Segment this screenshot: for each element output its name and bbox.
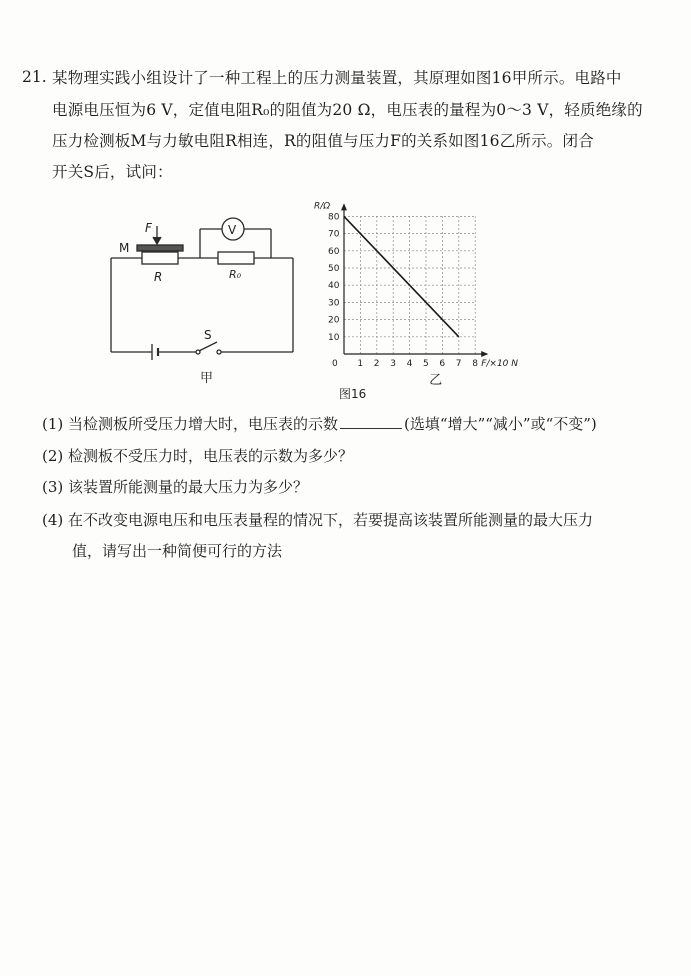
sub-question-2-label: (2)	[42, 447, 64, 465]
chart-caption: 乙	[429, 373, 443, 388]
sub-question-1-text: 当检测板所受压力增大时，电压表的示数	[68, 415, 339, 433]
sub-question-1-options: (选填“增大”“减小”或“不变”)	[404, 415, 597, 433]
sub-question-2	[42, 446, 353, 466]
sub-question-1-label: (1)	[42, 415, 64, 433]
y-tick-label: 60	[328, 246, 340, 257]
resistor-r0-label: R₀	[229, 268, 242, 281]
pressure-plate-m	[137, 245, 183, 251]
stem-line-3: 压力检测板M与力敏电阻R相连，R的阻值与压力F的关系如图16乙所示。闭合	[52, 132, 594, 150]
x-tick-label: 6	[439, 359, 446, 369]
switch-lever	[199, 342, 217, 351]
y-tick-label: 20	[328, 315, 340, 326]
y-tick-label: 40	[328, 281, 340, 292]
series-line-r-f	[344, 216, 459, 336]
y-tick-label: 10	[328, 332, 340, 343]
x-tick-label: 2	[373, 359, 380, 369]
x-tick-label: 3	[390, 359, 396, 369]
stem-line-4: 开关S后，试问：	[52, 163, 173, 181]
y-tick-label: 70	[328, 229, 340, 240]
stem-line-2: 电源电压恒为6 V，定值电阻R₀的阻值为20 Ω，电压表的量程为0～3 V，轻质绝缘的	[52, 101, 643, 119]
voltmeter-label: V	[228, 223, 237, 237]
fixed-resistor-r0	[218, 252, 254, 264]
sub-question-4-continued: 值，请写出一种简便可行的方法	[72, 542, 283, 560]
answer-blank-1[interactable]	[340, 414, 402, 429]
sub-question-4-text: 在不改变电源电压和电压表量程的情况下，若要提高该装置所能测量的最大压力	[68, 511, 594, 529]
sub-question-3-label: (3)	[42, 478, 64, 496]
question-number: 21.	[22, 68, 47, 86]
figure-caption: 图16	[339, 387, 367, 401]
sub-question-3-text: 该装置所能测量的最大压力为多少？	[68, 478, 309, 496]
switch-label: S	[204, 328, 212, 342]
sub-question-4-label: (4)	[42, 511, 64, 529]
x-tick-label: 7	[455, 359, 462, 369]
switch-contact-right	[217, 350, 221, 354]
origin-label: 0	[332, 359, 338, 369]
x-tick-label: 8	[472, 359, 478, 369]
force-label: F	[145, 221, 152, 235]
sub-question-2-text: 检测板不受压力时，电压表的示数为多少？	[68, 447, 354, 465]
x-axis-label: F/×10 N	[481, 359, 518, 369]
figure-16	[0, 0, 691, 420]
x-tick-label: 1	[357, 359, 364, 369]
plate-label: M	[119, 241, 130, 255]
sub-question-1	[42, 414, 597, 434]
r-f-chart	[314, 201, 518, 388]
resistor-r-label: R	[154, 270, 163, 284]
x-axis-arrow	[481, 351, 488, 357]
circuit-diagram	[111, 218, 293, 360]
y-tick-label: 30	[328, 298, 340, 309]
force-resistor-r	[142, 252, 178, 264]
y-axis-arrow	[341, 203, 347, 210]
stem-line-1: 某物理实践小组设计了一种工程上的压力测量装置，其原理如图16甲所示。电路中	[52, 69, 622, 87]
y-tick-label: 80	[328, 212, 340, 223]
x-tick-label: 5	[423, 359, 429, 369]
sub-question-3	[42, 477, 308, 497]
sub-question-4	[42, 510, 593, 530]
y-tick-label: 50	[328, 264, 340, 274]
circuit-caption: 甲	[200, 371, 214, 386]
y-axis-label: R/Ω	[314, 201, 331, 212]
x-tick-label: 4	[406, 359, 413, 369]
